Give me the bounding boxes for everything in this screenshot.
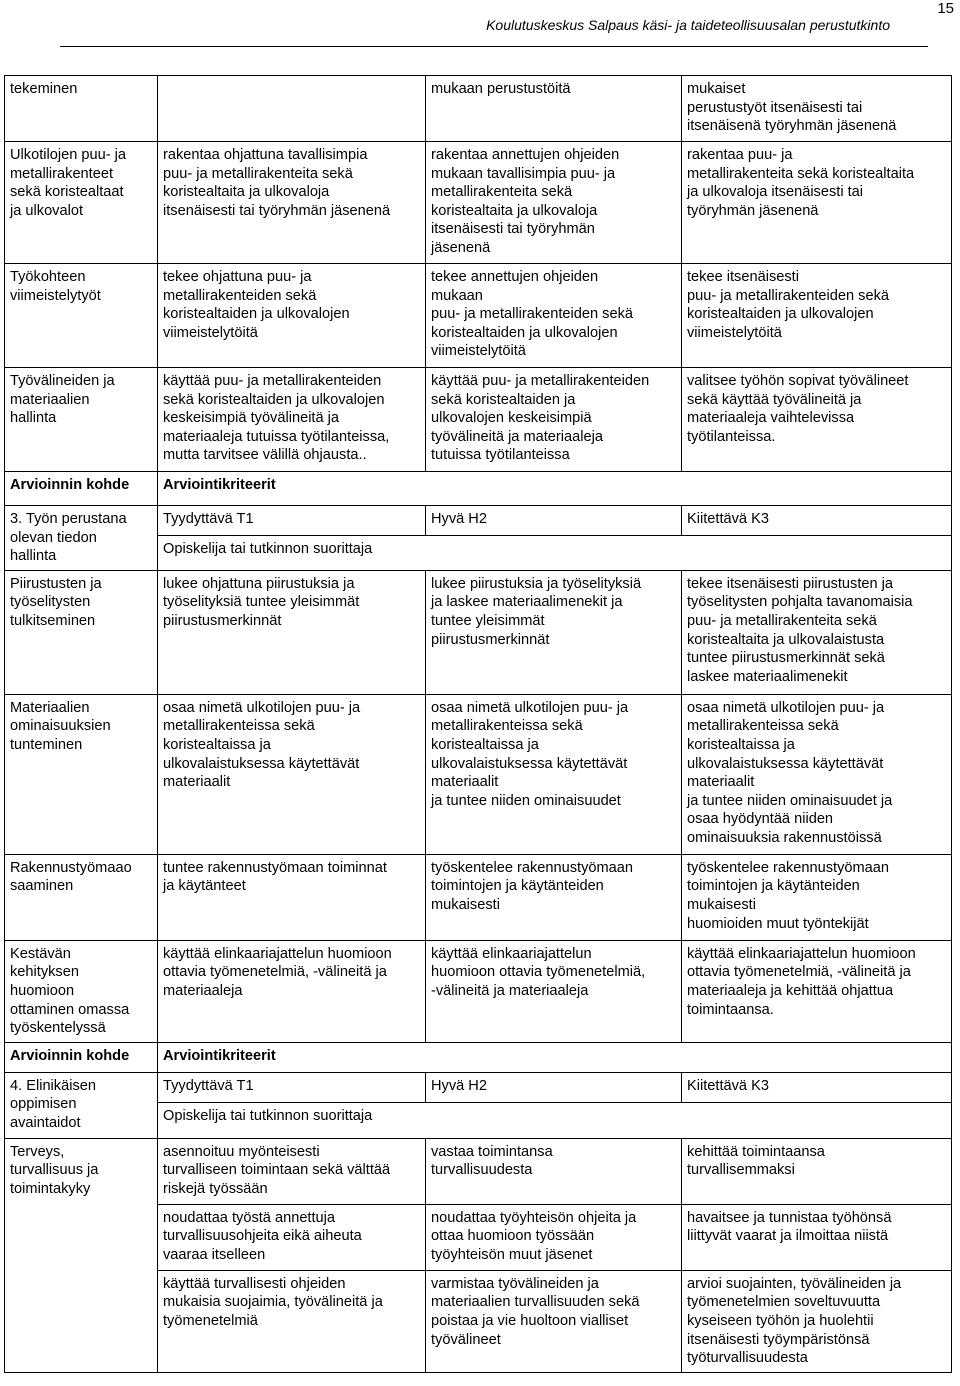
- criteria-k3: tekee itsenäisesti piirustusten ja työselitysten pohjalta tavanomaisia puu- ja metallirakenteita sekä koristealtaita ja ulkovalaistusta tuntee piirustusmerkinnät sekä laskee materiaalimenekit: [682, 570, 952, 694]
- criteria-t1: asennoituu myönteisesti turvalliseen toimintaan sekä välttää riskejä työssään: [158, 1138, 426, 1204]
- criteria-t1: tuntee rakennustyömaan toiminnat ja käytänteet: [158, 854, 426, 940]
- page-number: 15: [937, 0, 954, 17]
- criteria-k3: arvioi suojainten, työvälineiden ja työmenetelmien soveltuvuutta kyseiseen työhön ja huolehtii itsenäisesti työympäristönsä työturvallisuudesta: [682, 1270, 952, 1372]
- table-row: [5, 264, 952, 368]
- section-title: 3. Työn perustana olevan tiedon hallinta: [5, 506, 158, 571]
- criteria-k3: kehittää toimintaansa turvallisemmaksi: [682, 1138, 952, 1204]
- row-title: Työkohteen viimeistelytyöt: [5, 264, 158, 368]
- level-h2: Hyvä H2: [426, 506, 682, 536]
- table-row: [5, 472, 952, 506]
- criteria-h2: vastaa toimintansa turvallisuudesta: [426, 1138, 682, 1204]
- criteria-h2: mukaan perustustöitä: [426, 76, 682, 142]
- kriteerit-label: Arviointikriteerit: [158, 472, 952, 506]
- level-t1: Tyydyttävä T1: [158, 1072, 426, 1102]
- table-row: [5, 368, 952, 472]
- row-title: Kestävän kehityksen huomioon ottaminen omassa työskentelyssä: [5, 940, 158, 1042]
- kohde-label: Arvioinnin kohde: [5, 472, 158, 506]
- criteria-k3: havaitsee ja tunnistaa työhönsä liittyvät vaarat ja ilmoittaa niistä: [682, 1204, 952, 1270]
- row-title: Terveys, turvallisuus ja toimintakyky: [5, 1138, 158, 1372]
- criteria-t1: käyttää elinkaariajattelun huomioon ottavia työmenetelmiä, -välineitä ja materiaaleja: [158, 940, 426, 1042]
- table-row: [5, 1138, 952, 1204]
- criteria-t1: käyttää puu- ja metallirakenteiden sekä koristealtaiden ja ulkovalojen keskeisimpiä työvälineitä ja materiaaleja tutuissa työtilanteissa, mutta tarvitsee välillä ohjausta..: [158, 368, 426, 472]
- table-row: [5, 570, 952, 694]
- criteria-k3: käyttää elinkaariajattelun huomioon ottavia työmenetelmiä, -välineitä ja materiaaleja ja kehittää ohjattua toimintaansa.: [682, 940, 952, 1042]
- level-h2: Hyvä H2: [426, 1072, 682, 1102]
- criteria-h2: käyttää puu- ja metallirakenteiden sekä koristealtaiden ja ulkovalojen keskeisimpiä työvälineitä ja materiaaleja tutuissa työtilanteissa: [426, 368, 682, 472]
- section-title: 4. Elinikäisen oppimisen avaintaidot: [5, 1072, 158, 1138]
- criteria-h2: lukee piirustuksia ja työselityksiä ja laskee materiaalimenekit ja tuntee yleisimmät piirustusmerkinnät: [426, 570, 682, 694]
- row-title: Piirustusten ja työselitysten tulkitseminen: [5, 570, 158, 694]
- table-row: [5, 1072, 952, 1102]
- criteria-h2: käyttää elinkaariajattelun huomioon ottavia työmenetelmiä, -välineitä ja materiaaleja: [426, 940, 682, 1042]
- row-title: Materiaalien ominaisuuksien tunteminen: [5, 694, 158, 854]
- criteria-t1: tekee ohjattuna puu- ja metallirakenteiden sekä koristealtaiden ja ulkovalojen viimeistelytöitä: [158, 264, 426, 368]
- header-divider: [60, 46, 928, 47]
- criteria-t1: lukee ohjattuna piirustuksia ja työselityksiä tuntee yleisimmät piirustusmerkinnät: [158, 570, 426, 694]
- criteria-h2: rakentaa annettujen ohjeiden mukaan tavallisimpia puu- ja metallirakenteita sekä koristealtaita ja ulkovaloja itsenäisesti tai työryhmän jäsenenä: [426, 142, 682, 264]
- subheader: Opiskelija tai tutkinnon suorittaja: [158, 536, 952, 570]
- assessment-criteria-table: [4, 75, 952, 1373]
- row-title: Työvälineiden ja materiaalien hallinta: [5, 368, 158, 472]
- criteria-k3: rakentaa puu- ja metallirakenteita sekä koristealtaita ja ulkovaloja itsenäisesti tai työryhmän jäsenenä: [682, 142, 952, 264]
- table-row: [5, 854, 952, 940]
- criteria-h2: noudattaa työyhteisön ohjeita ja ottaa huomioon työssään työyhteisön muut jäsenet: [426, 1204, 682, 1270]
- criteria-k3: valitsee työhön sopivat työvälineet sekä käyttää työvälineitä ja materiaaleja vaihtelevissa työtilanteissa.: [682, 368, 952, 472]
- criteria-k3: mukaiset perustustyöt itsenäisesti tai itsenäisenä työryhmän jäsenenä: [682, 76, 952, 142]
- criteria-t1: käyttää turvallisesti ohjeiden mukaisia suojaimia, työvälineitä ja työmenetelmiä: [158, 1270, 426, 1372]
- row-title: tekeminen: [5, 76, 158, 142]
- table-row: [5, 506, 952, 536]
- level-k3: Kiitettävä K3: [682, 1072, 952, 1102]
- criteria-h2: osaa nimetä ulkotilojen puu- ja metallirakenteissa sekä koristealtaissa ja ulkovalaistuksessa käytettävät materiaalit ja tuntee niiden ominaisuudet: [426, 694, 682, 854]
- level-k3: Kiitettävä K3: [682, 506, 952, 536]
- criteria-k3: tekee itsenäisesti puu- ja metallirakenteiden sekä koristealtaiden ja ulkovalojen viimeistelytöitä: [682, 264, 952, 368]
- criteria-t1: rakentaa ohjattuna tavallisimpia puu- ja metallirakenteita sekä koristealtaita ja ulkovaloja itsenäisesti tai työryhmän jäsenenä: [158, 142, 426, 264]
- criteria-t1: osaa nimetä ulkotilojen puu- ja metallirakenteissa sekä koristealtaissa ja ulkovalaistuksessa käytettävät materiaalit: [158, 694, 426, 854]
- kriteerit-label: Arviointikriteerit: [158, 1042, 952, 1072]
- row-title: Rakennustyömaao saaminen: [5, 854, 158, 940]
- table-row: [5, 940, 952, 1042]
- level-t1: Tyydyttävä T1: [158, 506, 426, 536]
- table-row: [5, 142, 952, 264]
- criteria-t1: noudattaa työstä annettuja turvallisuusohjeita eikä aiheuta vaaraa itselleen: [158, 1204, 426, 1270]
- criteria-h2: varmistaa työvälineiden ja materiaalien turvallisuuden sekä poistaa ja vie huoltoon vialliset työvälineet: [426, 1270, 682, 1372]
- table-row: [5, 76, 952, 142]
- criteria-t1: [158, 76, 426, 142]
- table-row: [5, 694, 952, 854]
- criteria-k3: osaa nimetä ulkotilojen puu- ja metallirakenteissa sekä koristealtaissa ja ulkovalaistuksessa käytettävät materiaalit ja tuntee niiden ominaisuudet ja osaa hyödyntää niiden ominaisuuksia rakennustöissä: [682, 694, 952, 854]
- row-title: Ulkotilojen puu- ja metallirakenteet sekä koristealtaat ja ulkovalot: [5, 142, 158, 264]
- kohde-label: Arvioinnin kohde: [5, 1042, 158, 1072]
- document-header-title: Koulutuskeskus Salpaus käsi- ja taideteollisuusalan perustutkinto: [486, 17, 890, 33]
- criteria-h2: tekee annettujen ohjeiden mukaan puu- ja metallirakenteiden sekä koristealtaiden ja ulkovalojen viimeistelytöitä: [426, 264, 682, 368]
- table-row: [5, 1042, 952, 1072]
- subheader: Opiskelija tai tutkinnon suorittaja: [158, 1102, 952, 1138]
- criteria-k3: työskentelee rakennustyömaan toimintojen ja käytänteiden mukaisesti huomioiden muut työntekijät: [682, 854, 952, 940]
- criteria-h2: työskentelee rakennustyömaan toimintojen ja käytänteiden mukaisesti: [426, 854, 682, 940]
